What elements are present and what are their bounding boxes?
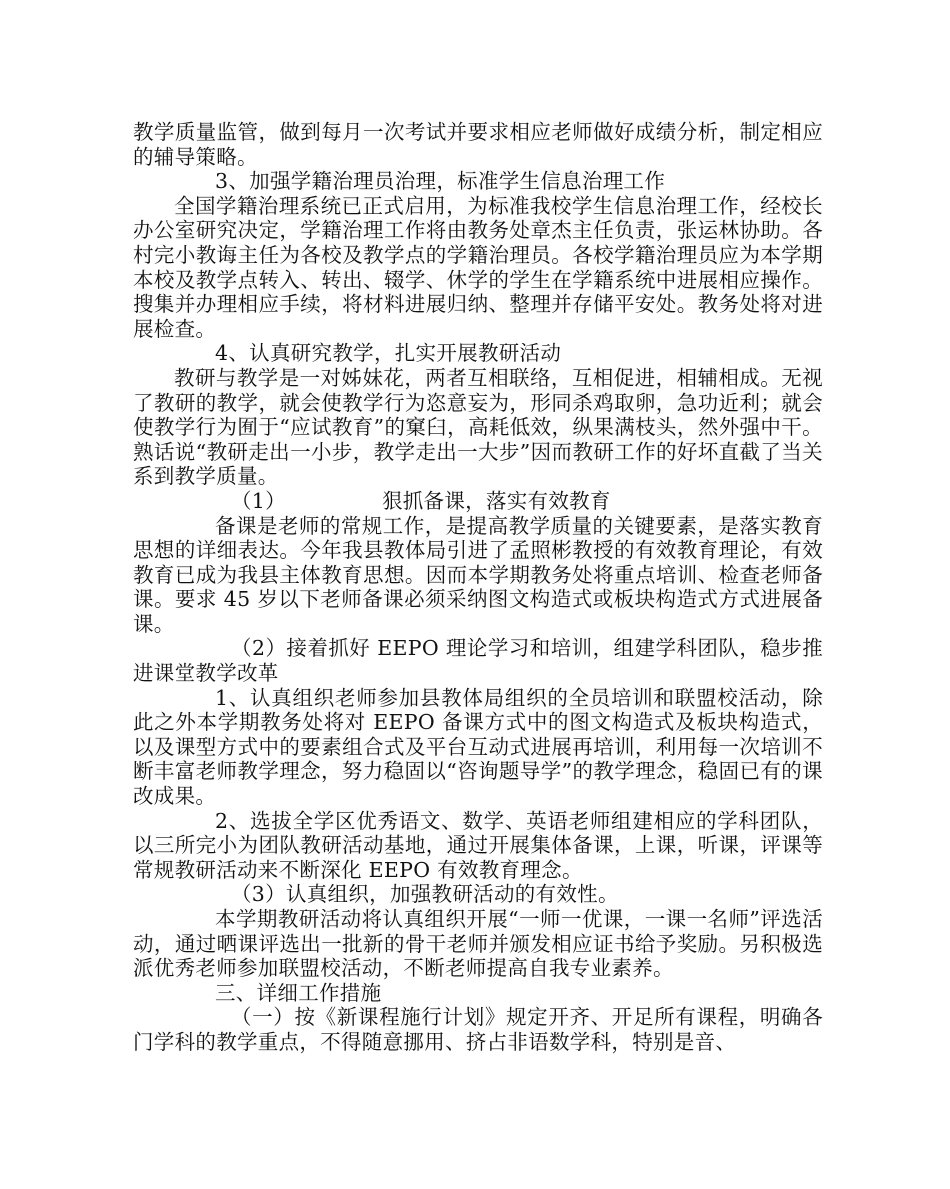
heading-teaching-research: 4、认真研究教学，扎实开展教研活动 <box>215 341 562 366</box>
heading-text: 狠抓备课，落实有效教育 <box>381 488 611 513</box>
paragraph-research-activities: 本学期教研活动将认真组织开展“一师一优课，一课一名师”评选活动，通过晒课评选出一批新的骨干老师并颁发相应证书给予奖励。另积极选派优秀老师参加联盟校活动，不断老师提高自我专业素养。 <box>133 907 823 981</box>
paragraph-curriculum: （一）按《新课程施行计划》规定开齐、开足所有课程，明确各门学科的教学重点，不得随意挪用、挤占非语数学科，特别是音、 <box>133 1005 823 1054</box>
paragraph-eepo-training: 1、认真组织老师参加县教体局组织的全员培训和联盟校活动，除此之外本学期教务处将对 EEPO 备课方式中的图文构造式及板块构造式，以及课型方式中的要素组合式及平台互动式进展再培训，利用每一次培训不断丰富老师教学理念，努力稳固以“咨询题导学”的教学理念，稳固已有的课改成果。 <box>133 685 823 809</box>
heading-lesson-preparation <box>133 489 823 514</box>
heading-research-effectiveness: （3）认真组织，加强教研活动的有效性。 <box>231 882 619 907</box>
paragraph-lesson-preparation: 备课是老师的常规工作，是提高教学质量的关键要素，是落实教育思想的详细表达。今年我县教体局引进了孟照彬教授的有效教育理论，有效教育已成为我县主体教育思想。因而本学期教务处将重点培训、检查老师备课。要求 45 岁以下老师备课必须采纳图文构造式或板块构造式方式进展备课。 <box>133 513 823 636</box>
paragraph-teaching-research: 教研与教学是一对姊妹花，两者互相联络，互相促进，相辅相成。无视了教研的教学，就会使教学行为恣意妄为，形同杀鸡取卵，急功近利；就会使教学行为囿于“应试教育”的窠臼，高耗低效，纵果满枝头，然外强中干。熟话说“教研走出一小步，教学走出一大步”因而教研工作的好坏直截了当关系到教学质量。 <box>133 365 823 489</box>
paragraph-student-registry: 全国学籍治理系统已正式启用，为标准我校学生信息治理工作，经校长办公室研究决定，学籍治理工作将由教务处章杰主任负责，张运林协助。各村完小教诲主任为各校及教学点的学籍治理员。各校学籍治理员应为本学期本校及教学点转入、转出、辍学、休学的学生在学籍系统中进展相应操作。搜集并办理相应手续，将材料进展归纳、整理并存储平安处。教务处将对进展检查。 <box>133 193 823 341</box>
heading-student-registry: 3、加强学籍治理员治理，标准学生信息治理工作 <box>215 169 666 194</box>
document-page <box>133 120 823 1055</box>
paragraph-quality-supervision: 教学质量监管，做到每月一次考试并要求相应老师做好成绩分析，制定相应的辅导策略。 <box>133 120 823 169</box>
paragraph-subject-team: 2、选拔全学区优秀语文、数学、英语老师组建相应的学科团队，以三所完小为团队教研活动基地，通过开展集体备课，上课，听课，评课等常规教研活动来不断深化 EEPO 有效教育理念。 <box>133 808 823 882</box>
heading-number: （1） <box>231 488 286 513</box>
heading-eepo-training: （2）接着抓好 EEPO 理论学习和培训，组建学科团队，稳步推进课堂教学改革 <box>133 636 823 686</box>
heading-specific-measures: 三、详细工作措施 <box>215 980 382 1005</box>
